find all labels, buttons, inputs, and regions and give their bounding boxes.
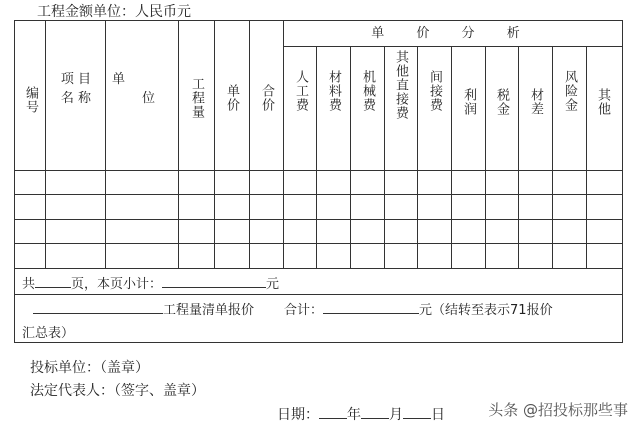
month-label: 月 <box>389 407 403 423</box>
day-label: 日 <box>431 407 445 423</box>
page-count-prefix: 共 <box>22 277 36 292</box>
header-total-price: 合价 <box>259 84 274 112</box>
quote-label: 工程量清单报价 <box>163 303 255 318</box>
header-analysis-title: 单 价 分 析 <box>371 26 534 41</box>
year-label: 年 <box>347 407 361 423</box>
header-unit-price: 单价 <box>224 84 239 112</box>
month-blank[interactable] <box>361 406 389 419</box>
header-other-direct-cost: 其他直接费 <box>393 50 408 120</box>
header-labor-cost: 人工费 <box>293 70 308 112</box>
page-subtotal-row <box>22 273 279 292</box>
legal-rep-line: 法定代表人：（签字、盖章） <box>30 383 205 399</box>
total-note-continued: 汇总表） <box>22 326 75 341</box>
header-unit-char2: 位 <box>142 91 156 106</box>
date-label: 日期： <box>277 407 319 423</box>
year-blank[interactable] <box>319 406 347 419</box>
source-watermark: 头条 @招投标那些事 <box>488 401 628 419</box>
page-subtotal-blank[interactable] <box>162 275 266 288</box>
currency-unit-label: 工程金额单位：人民币元 <box>37 4 191 20</box>
quote-total-row <box>33 299 553 318</box>
date-line <box>277 404 445 424</box>
header-quantity: 工程量 <box>189 77 204 119</box>
day-blank[interactable] <box>403 406 431 419</box>
header-machine-cost: 机械费 <box>360 70 375 112</box>
quote-project-blank[interactable] <box>33 301 163 314</box>
page-subtotal-label: 页，本页小计： <box>71 277 163 292</box>
header-item-name-line2: 名 称 <box>60 91 92 106</box>
page-count-blank[interactable] <box>35 275 71 288</box>
header-item-name <box>46 70 106 108</box>
header-other: 其他 <box>595 88 610 116</box>
bidder-seal-line: 投标单位：（盖章） <box>30 360 149 376</box>
header-material-diff: 材差 <box>528 88 543 116</box>
header-tax: 税金 <box>494 88 509 116</box>
header-indirect-cost: 间接费 <box>427 70 442 112</box>
header-item-name-line1: 项 目 <box>60 72 92 87</box>
header-material-cost: 材料费 <box>326 70 341 112</box>
header-no: 编号 <box>23 86 38 114</box>
page-subtotal-unit: 元 <box>266 277 280 292</box>
total-amount-blank[interactable] <box>323 301 419 314</box>
header-profit: 利润 <box>461 88 476 116</box>
header-unit <box>106 70 179 108</box>
total-label: 合计： <box>284 303 324 318</box>
header-risk-fund: 风险金 <box>562 70 577 112</box>
header-unit-char1: 单 <box>112 72 126 87</box>
total-note: 元（结转至表示71报价 <box>419 303 553 318</box>
